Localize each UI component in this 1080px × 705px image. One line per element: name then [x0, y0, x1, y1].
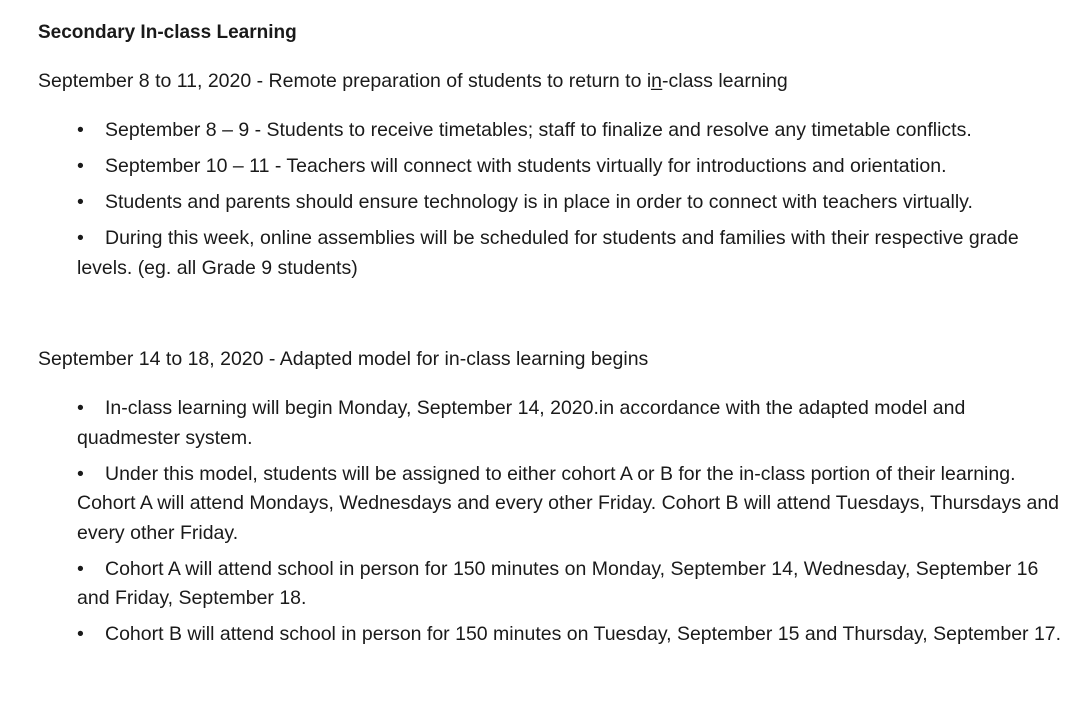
bullet-icon: • [77, 191, 84, 213]
list-item-text: September 10 – 11 - Teachers will connect with students virtually for introductions and orientation. [105, 155, 947, 177]
section-title-remote-preparation: September 8 to 11, 2020 - Remote preparation of students to return to in̲-class learning [38, 70, 788, 92]
list-item [77, 460, 1067, 549]
list-item [77, 394, 1067, 453]
bullet-icon: • [77, 227, 84, 249]
bullet-icon: • [77, 623, 84, 645]
bullet-icon: • [77, 462, 84, 485]
bullet-icon: • [77, 119, 84, 141]
list-item-text: Cohort B will attend school in person for 150 minutes on Tuesday, September 15 and Thursday, September 17. [105, 623, 1062, 645]
list-item-text: Under this model, students will be assigned to either cohort A or B for the in-class portion of their learning. Cohort A will attend Mondays, Wednesdays and every other Friday. Cohort B will attend Tuesdays, Thursdays and every other Friday. [77, 462, 1060, 544]
list-item [77, 116, 1067, 146]
list-item [77, 555, 1067, 614]
list-item-text: During this week, online assemblies will be scheduled for students and families with their respective grade levels. (eg. all Grade 9 students) [77, 227, 1019, 279]
list-item-text: September 8 – 9 - Students to receive timetables; staff to finalize and resolve any timetable conflicts. [105, 119, 972, 141]
bullet-list-remote-preparation [77, 116, 1067, 290]
bullet-list-adapted-model [77, 394, 1067, 656]
list-item-text: Students and parents should ensure technology is in place in order to connect with teachers virtually. [105, 191, 973, 213]
page-heading: Secondary In-class Learning [38, 22, 297, 43]
section-title-adapted-model: September 14 to 18, 2020 - Adapted model for in-class learning begins [38, 348, 649, 370]
bullet-icon: • [77, 397, 84, 419]
list-item [77, 224, 1067, 283]
list-item-text: Cohort A will attend school in person for 150 minutes on Monday, September 14, Wednesday, September 16 and Friday, September 18. [77, 557, 1039, 609]
bullet-icon: • [77, 557, 84, 580]
list-item [77, 152, 1067, 182]
list-item-text: In-class learning will begin Monday, September 14, 2020.in accordance with the adapted model and quadmester system. [77, 397, 966, 449]
list-item [77, 620, 1067, 650]
list-item [77, 188, 1067, 218]
bullet-icon: • [77, 155, 84, 177]
